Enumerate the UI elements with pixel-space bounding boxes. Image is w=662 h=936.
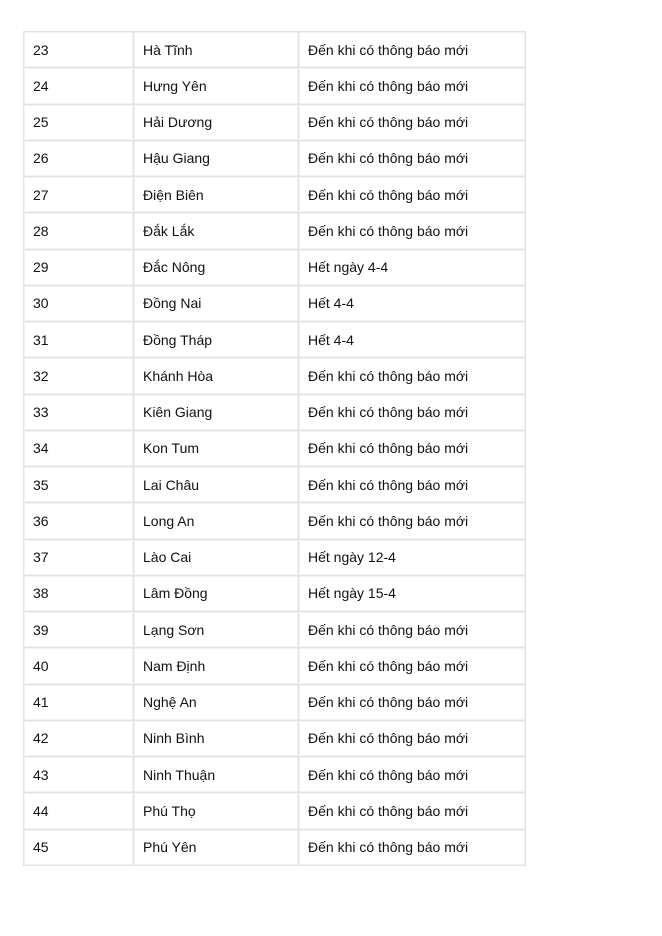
row-number-cell: 39	[24, 612, 134, 648]
row-number-cell: 23	[24, 32, 134, 68]
table-row	[24, 68, 526, 104]
table-row	[24, 213, 526, 249]
row-number-cell: 36	[24, 503, 134, 539]
period-cell: Hết 4-4	[299, 285, 526, 321]
period-cell: Đến khi có thông báo mới	[299, 32, 526, 68]
province-name-cell: Phú Yên	[134, 829, 299, 865]
period-cell: Đến khi có thông báo mới	[299, 829, 526, 865]
table-body	[24, 32, 526, 866]
period-cell: Đến khi có thông báo mới	[299, 684, 526, 720]
province-name-cell: Lâm Đồng	[134, 575, 299, 611]
province-name-cell: Lạng Sơn	[134, 612, 299, 648]
province-name-cell: Nam Định	[134, 648, 299, 684]
province-name-cell: Đồng Nai	[134, 285, 299, 321]
province-name-cell: Phú Thọ	[134, 793, 299, 829]
row-number-cell: 24	[24, 68, 134, 104]
period-cell: Đến khi có thông báo mới	[299, 793, 526, 829]
row-number-cell: 26	[24, 140, 134, 176]
table-row	[24, 358, 526, 394]
table-row	[24, 539, 526, 575]
row-number-cell: 32	[24, 358, 134, 394]
period-cell: Hết ngày 12-4	[299, 539, 526, 575]
table-row	[24, 322, 526, 358]
row-number-cell: 25	[24, 104, 134, 140]
province-name-cell: Kon Tum	[134, 430, 299, 466]
table-row	[24, 249, 526, 285]
row-number-cell: 44	[24, 793, 134, 829]
table-row	[24, 467, 526, 503]
period-cell: Đến khi có thông báo mới	[299, 140, 526, 176]
province-name-cell: Ninh Thuận	[134, 757, 299, 793]
province-name-cell: Đồng Tháp	[134, 322, 299, 358]
row-number-cell: 40	[24, 648, 134, 684]
table-row	[24, 394, 526, 430]
province-name-cell: Lai Châu	[134, 467, 299, 503]
table-row	[24, 503, 526, 539]
table-row	[24, 829, 526, 865]
row-number-cell: 42	[24, 720, 134, 756]
row-number-cell: 37	[24, 539, 134, 575]
period-cell: Đến khi có thông báo mới	[299, 467, 526, 503]
period-cell: Đến khi có thông báo mới	[299, 68, 526, 104]
period-cell: Đến khi có thông báo mới	[299, 503, 526, 539]
province-name-cell: Lào Cai	[134, 539, 299, 575]
period-cell: Đến khi có thông báo mới	[299, 612, 526, 648]
period-cell: Đến khi có thông báo mới	[299, 648, 526, 684]
row-number-cell: 38	[24, 575, 134, 611]
period-cell: Đến khi có thông báo mới	[299, 720, 526, 756]
table-row	[24, 140, 526, 176]
row-number-cell: 33	[24, 394, 134, 430]
row-number-cell: 43	[24, 757, 134, 793]
table-row	[24, 720, 526, 756]
period-cell: Hết ngày 4-4	[299, 249, 526, 285]
province-name-cell: Kiên Giang	[134, 394, 299, 430]
table-row	[24, 757, 526, 793]
row-number-cell: 28	[24, 213, 134, 249]
row-number-cell: 30	[24, 285, 134, 321]
province-name-cell: Điện Biên	[134, 177, 299, 213]
table-row	[24, 285, 526, 321]
table-row	[24, 612, 526, 648]
table-row	[24, 430, 526, 466]
row-number-cell: 27	[24, 177, 134, 213]
period-cell: Đến khi có thông báo mới	[299, 430, 526, 466]
period-cell: Hết 4-4	[299, 322, 526, 358]
row-number-cell: 29	[24, 249, 134, 285]
province-name-cell: Hải Dương	[134, 104, 299, 140]
province-name-cell: Hưng Yên	[134, 68, 299, 104]
table-row	[24, 32, 526, 68]
row-number-cell: 34	[24, 430, 134, 466]
province-name-cell: Hà Tĩnh	[134, 32, 299, 68]
row-number-cell: 35	[24, 467, 134, 503]
period-cell: Đến khi có thông báo mới	[299, 213, 526, 249]
table-row	[24, 648, 526, 684]
province-name-cell: Khánh Hòa	[134, 358, 299, 394]
period-cell: Đến khi có thông báo mới	[299, 177, 526, 213]
period-cell: Đến khi có thông báo mới	[299, 394, 526, 430]
province-table	[23, 31, 526, 866]
row-number-cell: 41	[24, 684, 134, 720]
period-cell: Đến khi có thông báo mới	[299, 104, 526, 140]
province-name-cell: Ninh Bình	[134, 720, 299, 756]
table-row	[24, 575, 526, 611]
province-name-cell: Hậu Giang	[134, 140, 299, 176]
province-name-cell: Đắc Nông	[134, 249, 299, 285]
province-name-cell: Long An	[134, 503, 299, 539]
row-number-cell: 45	[24, 829, 134, 865]
table-row	[24, 684, 526, 720]
table-row	[24, 177, 526, 213]
province-name-cell: Nghệ An	[134, 684, 299, 720]
period-cell: Hết ngày 15-4	[299, 575, 526, 611]
period-cell: Đến khi có thông báo mới	[299, 358, 526, 394]
table-row	[24, 104, 526, 140]
table-row	[24, 793, 526, 829]
period-cell: Đến khi có thông báo mới	[299, 757, 526, 793]
row-number-cell: 31	[24, 322, 134, 358]
province-name-cell: Đắk Lắk	[134, 213, 299, 249]
